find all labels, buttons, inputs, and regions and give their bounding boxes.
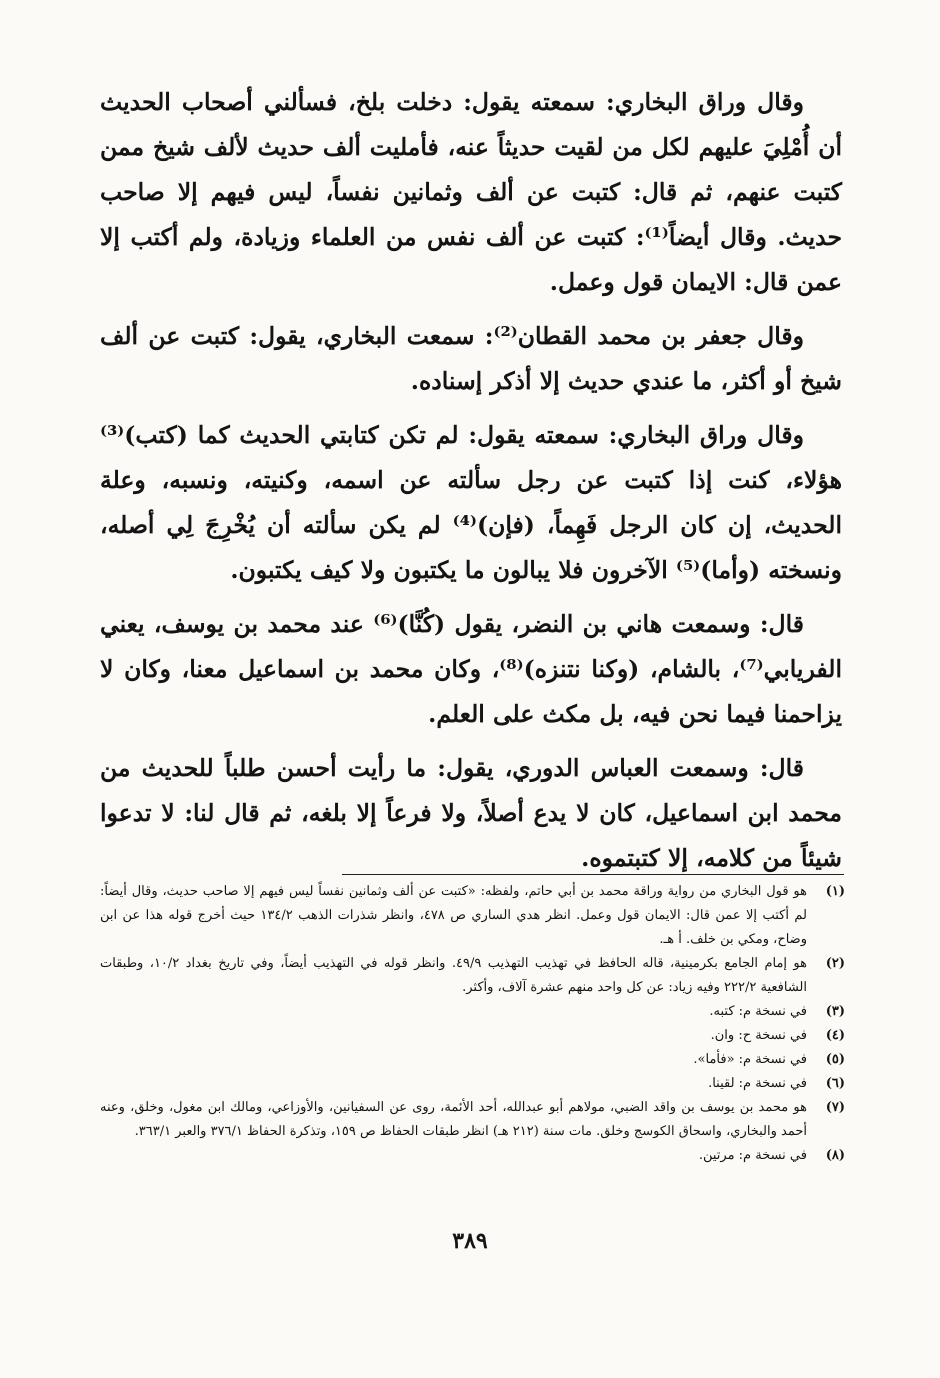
- footnote-number: (٣): [825, 1004, 845, 1019]
- footnote-divider: [342, 874, 844, 875]
- footnote: [100, 1096, 845, 1144]
- footnote: [100, 1048, 845, 1072]
- footnote: [100, 952, 845, 1000]
- footnote-number: (٢): [825, 956, 845, 971]
- footnote-text: هو إمام الجامع بكرمينية، قاله الحافظ في تهذيب التهذيب ٤٩/٩. وانظر قوله في التهذيب أيضاً، وفي تاريخ بغداد ١٠/٢، وطبقات الشافعية ٢٢٢/٢ وفيه زياد: عن كل واحد منهم عشرة آلاف، وأكثر.: [100, 956, 808, 995]
- footnote-text: في نسخة م: كتبه.: [709, 1004, 807, 1019]
- footnote-text: هو قول البخاري من رواية وراقة محمد بن أبي حاتم، ولفظه: «كتبت عن ألف وثمانين نفساً ليس فيهم إلا صاحب حديث، وقال أيضاً: لم أكتب إلا عمن قال: الايمان قول وعمل. انظر هدي الساري ص ٤٧٨، وانظر شذرات الذهب ١٣٤/٢ حيث أخرج قوله هذا عن ابن وضاح، ومكي بن خلف. أ هـ.: [100, 884, 807, 947]
- footnote-number: (٤): [825, 1028, 845, 1043]
- paragraph: قال: وسمعت هاني بن النضر، يقول (كُنَّا)⁽⁶⁾ عند محمد بن يوسف، يعني الفريابي⁽⁷⁾، بالشام، (وكنا نتنزه)⁽⁸⁾، وكان محمد بن اسماعيل معنا، وكان لا يزاحمنا فيما نحن فيه، بل مكث على العلم.: [100, 610, 842, 728]
- main-text: [100, 80, 842, 890]
- footnote-number: (٥): [825, 1052, 845, 1067]
- footnote-number: (٨): [825, 1148, 845, 1163]
- page-number: ٣٨٩: [452, 1228, 488, 1254]
- footnote: [100, 1072, 845, 1096]
- footnote-text: في نسخة ح: وان.: [710, 1028, 807, 1043]
- footnote: [100, 1024, 845, 1048]
- footnote: [100, 880, 845, 952]
- footnote-number: (٧): [825, 1100, 845, 1115]
- footnote-text: في نسخة م: مرتين.: [698, 1148, 807, 1163]
- paragraph: قال: وسمعت العباس الدوري، يقول: ما رأيت أحسن طلباً للحديث من محمد ابن اسماعيل، كان لا يدع أصلاً، ولا فرعاً إلا بلغه، ثم قال لنا: لا تدعوا شيئاً من كلامه، إلا كتبتموه.: [100, 754, 842, 872]
- footnote-text: هو محمد بن يوسف بن واقد الضبي، مولاهم أبو عبدالله، أحد الأئمة، روى عن السفيانين، والأوزاعي، ومالك ابن مغول، وخلق، وعنه أحمد والبخاري، واسحاق الكوسج وخلق. مات سنة (٢١٢ هـ) انظر طبقات الحفاظ ص ١٥٩، وتذكرة الحفاظ ٣٧٦/١ والعبر ٣٦٣/١.: [100, 1100, 807, 1139]
- footnote-number: (١): [825, 884, 845, 899]
- footnote-text: في نسخة م: لقينا.: [708, 1076, 807, 1091]
- paragraph: وقال وراق البخاري: سمعته يقول: دخلت بلخ، فسألني أصحاب الحديث أن أُمْلِيَ عليهم لكل من لقيت حديثاً عنه، فأمليت ألف حديث لألف شيخ ممن كتبت عنهم، ثم قال: كتبت عن ألف وثمانين نفساً، ليس فيهم إلا صاحب حديث. وقال أيضاً⁽¹⁾: كتبت عن ألف نفس من العلماء وزيادة، ولم أكتب إلا عمن قال: الايمان قول وعمل.: [100, 88, 842, 296]
- footnote: [100, 1000, 845, 1024]
- footnotes: [100, 880, 845, 1168]
- paragraph: وقال وراق البخاري: سمعته يقول: لم تكن كتابتي الحديث كما (كتب)⁽³⁾ هؤلاء، كنت إذا كتبت عن رجل سألته عن اسمه، وكنيته، ونسبه، وعلة الحديث، إن كان الرجل فَهِماً، (فإن)⁽⁴⁾ لم يكن سألته أن يُخْرِجَ لِي أصله، ونسخته (وأما)⁽⁵⁾ الآخرون فلا يبالون ما يكتبون ولا كيف يكتبون.: [100, 421, 842, 584]
- paragraph: وقال جعفر بن محمد القطان⁽²⁾: سمعت البخاري، يقول: كتبت عن ألف شيخ أو أكثر، ما عندي حديث إلا أذكر إسناده.: [100, 322, 842, 395]
- footnote-text: في نسخة م: «فأما».: [693, 1052, 807, 1067]
- footnote-number: (٦): [825, 1076, 845, 1091]
- footnote: [100, 1144, 845, 1168]
